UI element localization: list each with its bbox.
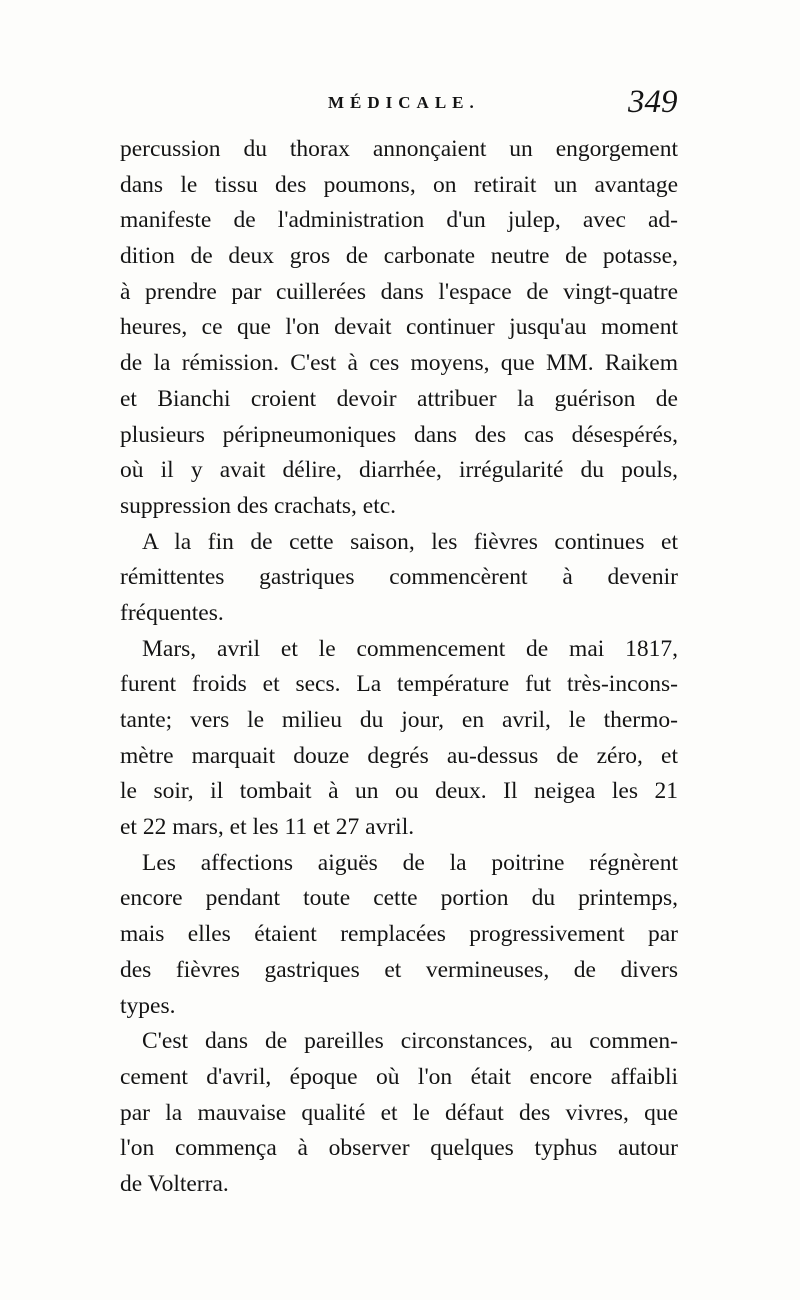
text-line: par la mauvaise qualité et le défaut des vivres, que — [120, 1099, 678, 1126]
paragraph-start-line: A la fin de cette saison, les fièvres continues et — [142, 528, 678, 555]
paragraph-end-line: de Volterra. — [120, 1170, 229, 1197]
text-line: encore pendant toute cette portion du printemps, — [120, 885, 678, 912]
paragraph-start-line: Mars, avril et le commencement de mai 1817, — [142, 635, 678, 662]
text-line: mètre marquait douze degrés au-dessus de zéro, et — [120, 742, 678, 769]
text-line: et Bianchi croient devoir attribuer la guérison de — [120, 385, 678, 412]
running-head: MÉDICALE. — [328, 93, 480, 112]
text-line: où il y avait délire, diarrhée, irrégularité du pouls, — [120, 457, 678, 484]
text-line: cement d'avril, époque où l'on était encore affaibli — [120, 1063, 678, 1090]
text-line: des fièvres gastriques et vermineuses, de divers — [120, 956, 678, 983]
text-line: mais elles étaient remplacées progressivement par — [120, 921, 678, 948]
paragraph-start-line: C'est dans de pareilles circonstances, au commen- — [142, 1028, 678, 1055]
text-line: le soir, il tombait à un ou deux. Il neigea les 21 — [120, 778, 678, 805]
paragraph-end-line: et 22 mars, et les 11 et 27 avril. — [120, 814, 415, 841]
text-line: dition de deux gros de carbonate neutre de potasse, — [120, 243, 678, 270]
text-line: furent froids et secs. La température fut très-incons- — [120, 671, 678, 698]
page-number: 349 — [628, 84, 678, 120]
text-line: de la rémission. C'est à ces moyens, que MM. Raikem — [120, 350, 678, 377]
paragraph-start-line: Les affections aiguës de la poitrine régnèrent — [142, 849, 678, 876]
text-line: heures, ce que l'on devait continuer jusqu'au moment — [120, 314, 678, 341]
text-line: plusieurs péripneumoniques dans des cas désespérés, — [120, 421, 678, 448]
paragraph-end-line: fréquentes. — [120, 599, 224, 626]
paragraph-end-line: types. — [120, 992, 176, 1019]
body-text — [120, 132, 678, 1203]
text-line: tante; vers le milieu du jour, en avril, le thermo- — [120, 707, 678, 733]
text-line: rémittentes gastriques commencèrent à devenir — [120, 564, 678, 591]
text-line: dans le tissu des poumons, on retirait un avantage — [120, 171, 678, 198]
text-line: manifeste de l'administration d'un julep, avec ad- — [120, 207, 678, 234]
paragraph-end-line: suppression des crachats, etc. — [120, 492, 397, 519]
text-line: percussion du thorax annonçaient un engorgement — [120, 136, 678, 162]
text-line: à prendre par cuillerées dans l'espace de vingt-quatre — [120, 278, 678, 305]
text-line: l'on commença à observer quelques typhus autour — [120, 1135, 678, 1162]
